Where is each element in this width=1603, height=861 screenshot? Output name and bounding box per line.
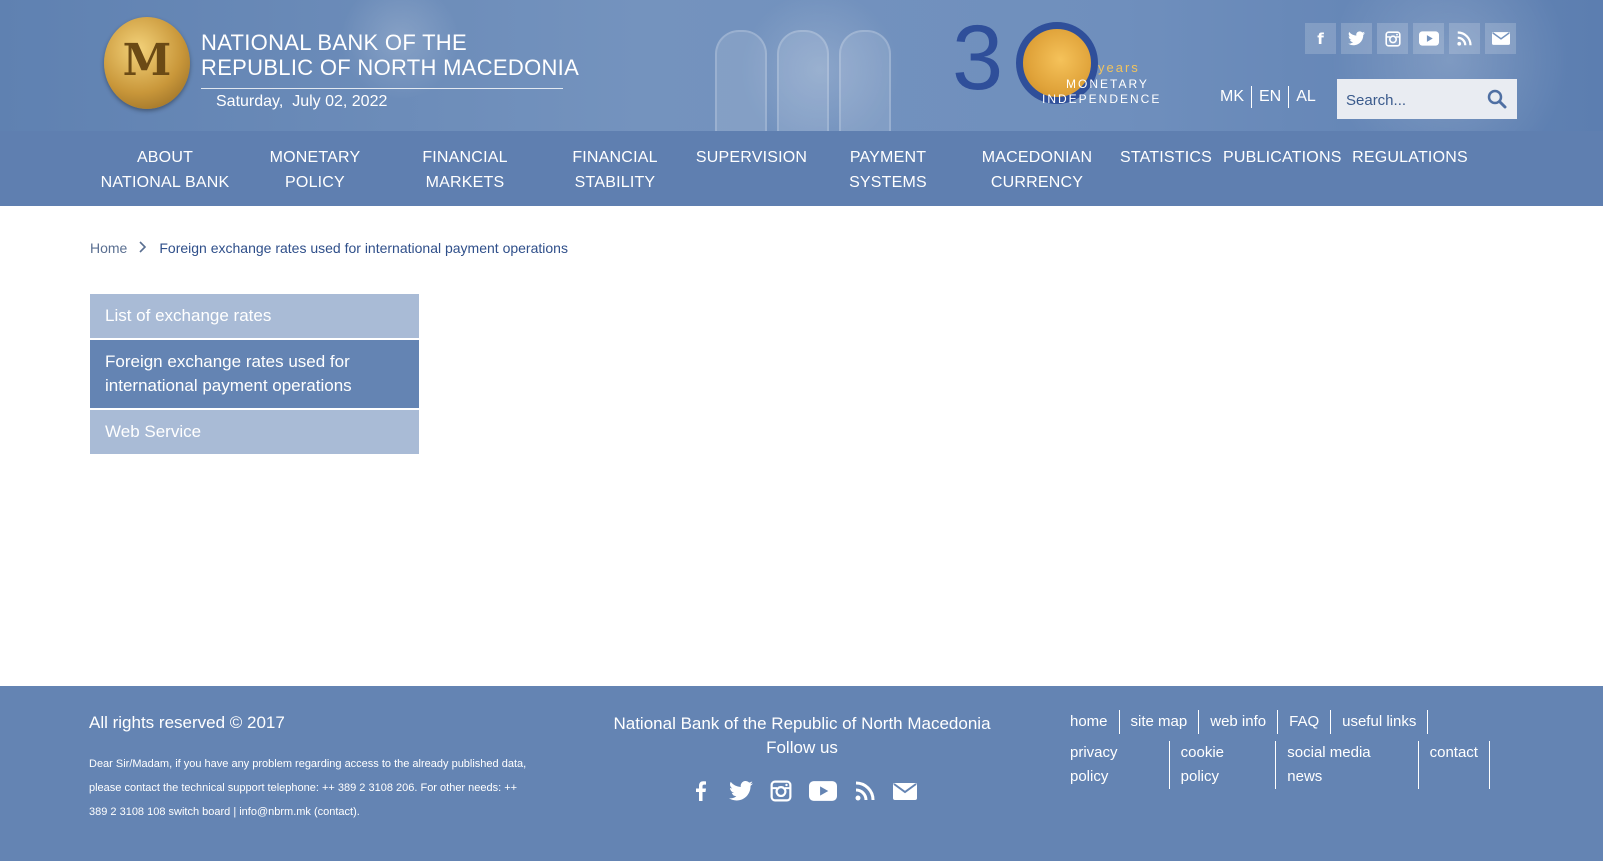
facebook-icon[interactable]: f xyxy=(1305,23,1336,54)
bank-name-line1: NATIONAL BANK OF THE xyxy=(201,30,467,55)
search-icon[interactable] xyxy=(1487,89,1507,109)
sidemenu-item-web-service[interactable]: Web Service xyxy=(90,410,419,454)
footer-bank-name: National Bank of the Republic of North Macedonia xyxy=(613,714,991,733)
footer-link-cookie-policy[interactable]: cookie policy xyxy=(1170,741,1277,789)
nav-supervision[interactable]: SUPERVISION xyxy=(695,149,808,166)
sidemenu-item-foreign-exchange-rates-active[interactable]: Foreign exchange rates used for international payment operations xyxy=(90,340,419,408)
rss-icon[interactable] xyxy=(1449,23,1480,54)
anniversary-years: years xyxy=(1098,60,1140,75)
language-switcher xyxy=(1213,86,1323,108)
youtube-icon[interactable] xyxy=(1413,23,1444,54)
footer-link-home[interactable]: home xyxy=(1070,710,1120,734)
footer-link-privacy-policy[interactable]: privacy policy xyxy=(1070,741,1170,789)
date-value: July 02, 2022 xyxy=(292,93,388,110)
footer-link-useful-links[interactable]: useful links xyxy=(1331,710,1428,734)
breadcrumb-current[interactable]: Foreign exchange rates used for international payment operations xyxy=(159,240,568,256)
instagram-icon[interactable] xyxy=(768,778,794,804)
footer-center xyxy=(600,712,1004,760)
nav-monetary-policy[interactable]: MONETARY POLICY xyxy=(269,149,361,191)
header-arches-decoration xyxy=(715,10,915,131)
nav-about-national-bank[interactable]: ABOUT NATIONAL BANK xyxy=(100,149,230,191)
main-navigation xyxy=(0,131,1603,206)
nav-publications[interactable]: PUBLICATIONS xyxy=(1223,149,1342,166)
search-input[interactable] xyxy=(1337,79,1496,121)
copyright: All rights reserved © 2017 xyxy=(89,713,285,732)
anniversary-line2: INDEPENDENCE xyxy=(1042,92,1162,106)
sidemenu-item-list-of-exchange-rates[interactable]: List of exchange rates xyxy=(90,294,419,338)
nav-payment-systems[interactable]: PAYMENT SYSTEMS xyxy=(849,149,927,191)
nav-financial-stability[interactable]: FINANCIAL STABILITY xyxy=(572,149,658,191)
footer-links xyxy=(1070,710,1490,796)
lang-en[interactable]: EN xyxy=(1251,86,1288,108)
site-header xyxy=(0,0,1603,131)
footer-link-faq[interactable]: FAQ xyxy=(1278,710,1331,734)
bank-name[interactable] xyxy=(201,30,579,80)
email-icon[interactable] xyxy=(1485,23,1516,54)
instagram-icon[interactable] xyxy=(1377,23,1408,54)
site-footer xyxy=(0,686,1603,861)
header-social-links xyxy=(1305,23,1516,54)
email-icon[interactable] xyxy=(892,778,918,804)
current-date xyxy=(216,93,387,111)
anniversary-line1: MONETARY xyxy=(1066,77,1149,91)
footer-link-web-info[interactable]: web info xyxy=(1199,710,1278,734)
footer-link-contact[interactable]: contact xyxy=(1419,741,1490,789)
footer-social-links xyxy=(688,778,918,804)
bank-name-divider xyxy=(201,88,563,89)
footer-link-social-media-news[interactable]: social media news xyxy=(1276,741,1418,789)
youtube-icon[interactable] xyxy=(808,778,838,804)
bank-name-line2: REPUBLIC OF NORTH MACEDONIA xyxy=(201,55,580,80)
bank-seal-logo[interactable]: M xyxy=(104,17,190,109)
nav-regulations[interactable]: REGULATIONS xyxy=(1352,149,1468,166)
search-box xyxy=(1337,79,1517,119)
support-notice: Dear Sir/Madam, if you have any problem regarding access to the already published data, please contact the technical support telephone: ++ 389 2 3108 206. For other needs: ++ 389 2 3108 108 switch board | info@nbrm.mk (contact). xyxy=(89,758,527,818)
lang-mk[interactable]: MK xyxy=(1220,88,1244,105)
breadcrumb-home[interactable]: Home xyxy=(90,240,128,256)
nav-statistics[interactable]: STATISTICS xyxy=(1119,149,1213,166)
lang-al[interactable]: AL xyxy=(1288,86,1323,108)
footer-link-site-map[interactable]: site map xyxy=(1120,710,1200,734)
chevron-right-icon xyxy=(139,240,147,256)
rss-icon[interactable] xyxy=(852,778,878,804)
anniversary-logo: 3 years MONETARY INDEPENDENCE xyxy=(952,7,1162,109)
nav-macedonian-currency[interactable]: MACEDONIAN CURRENCY xyxy=(981,149,1093,191)
side-menu xyxy=(90,294,419,454)
nav-financial-markets[interactable]: FINANCIAL MARKETS xyxy=(422,149,508,191)
facebook-icon[interactable] xyxy=(688,778,714,804)
breadcrumb xyxy=(90,240,568,256)
date-day: Saturday, xyxy=(216,93,284,110)
twitter-icon[interactable] xyxy=(1341,23,1372,54)
twitter-icon[interactable] xyxy=(728,778,754,804)
follow-us-label: Follow us xyxy=(766,738,838,757)
